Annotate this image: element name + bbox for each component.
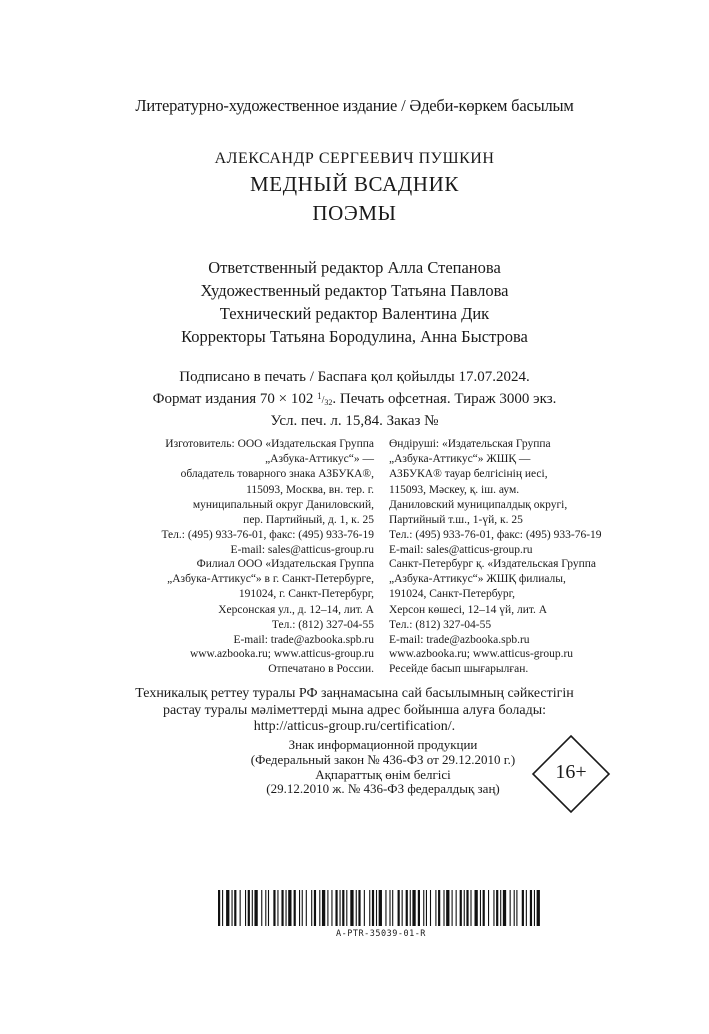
- web-ru-line: Отпечатано в России.: [268, 663, 374, 676]
- barcode-bar: [412, 890, 415, 926]
- info-sign-line: Ақпараттық өнім белгісі: [315, 766, 451, 782]
- barcode-bar: [286, 890, 287, 926]
- barcode-bar: [389, 890, 390, 926]
- branch-kz-line: Тел.: (812) 327-04-55: [389, 618, 492, 631]
- branch-ru-line: Херсонская ул., д. 12–14, лит. А: [218, 603, 374, 616]
- credit-line: Ответственный редактор Алла Степанова: [208, 258, 501, 277]
- barcode-bar: [483, 890, 485, 926]
- barcode-bar: [475, 890, 478, 926]
- barcode-bar: [369, 890, 370, 926]
- barcode-bar: [526, 890, 527, 926]
- barcode-bar: [252, 890, 253, 926]
- barcode-bar: [443, 890, 444, 926]
- manufacturer-ru-line: пер. Партийный, д. 1, к. 25: [243, 514, 374, 527]
- barcode-bar: [261, 890, 262, 926]
- tech-regulation-note: [0, 686, 709, 736]
- branch-ru-line: Тел.: (812) 327-04-55: [271, 618, 374, 631]
- barcode-bar: [265, 890, 266, 926]
- branch-kz-line: 191024, Санкт-Петербург,: [389, 588, 515, 601]
- book-subtitle: ПОЭМЫ: [312, 201, 397, 225]
- barcode-bar: [456, 890, 457, 926]
- barcode-bar: [306, 890, 307, 926]
- barcode-bar: [232, 890, 233, 926]
- barcode-bar: [392, 890, 393, 926]
- age-rating-label: 16+: [555, 761, 587, 783]
- barcode-bar: [376, 890, 377, 926]
- barcode-bar: [426, 890, 427, 926]
- barcode-bar: [294, 890, 296, 926]
- branch-kz-line: Херсон көшесі, 12–14 үй, лит. А: [389, 603, 548, 616]
- branch-ru-line: E-mail: trade@azbooka.spb.ru: [233, 634, 374, 647]
- barcode-bar: [537, 890, 540, 926]
- web-kz-line: Ресейде басып шығарылған.: [389, 663, 529, 676]
- barcode-bar: [446, 890, 449, 926]
- sheets-line: Усл. печ. л. 15,84. Заказ №: [270, 413, 439, 429]
- credit-line: Корректоры Татьяна Бородулина, Анна Быстрова: [181, 327, 528, 346]
- barcode-bar: [418, 890, 420, 926]
- manufacturer-ru-line: Тел.: (495) 933-76-01, факс: (495) 933-76-19: [161, 529, 374, 542]
- barcode-bar: [364, 890, 365, 926]
- barcode-bar: [240, 890, 241, 926]
- barcode-bar: [218, 890, 220, 926]
- barcode-bar: [402, 890, 403, 926]
- manufacturer-ru-line: 115093, Москва, вн. тер. г.: [246, 483, 374, 496]
- age-rating-badge: [531, 734, 611, 814]
- barcode-bar: [356, 890, 357, 926]
- barcode-bar: [277, 890, 278, 926]
- barcode-bar: [423, 890, 424, 926]
- barcode-bar: [350, 890, 353, 926]
- barcode-bar: [314, 890, 316, 926]
- format-numerator: 1: [317, 390, 322, 401]
- barcode-bar: [331, 890, 332, 926]
- manufacturer-kz-line: Тел.: (495) 933-76-01, факс: (495) 933-76-19: [389, 529, 602, 542]
- barcode-bar: [406, 890, 408, 926]
- manufacturer-ru-line: муниципальный округ Даниловский,: [192, 498, 374, 511]
- barcode-bar: [327, 890, 328, 926]
- barcode-bar: [311, 890, 312, 926]
- web-kz-line: www.azbooka.ru; www.atticus-group.ru: [389, 648, 574, 660]
- branch-kz: [389, 557, 596, 648]
- barcode-bar: [281, 890, 283, 926]
- barcode-bar: [503, 890, 506, 926]
- barcode-bar: [480, 890, 481, 926]
- branch-ru: [167, 557, 374, 648]
- barcode-bar: [268, 890, 269, 926]
- manufacturer-kz-line: Даниловский муниципалдық округі,: [389, 498, 568, 511]
- info-sign-line: Знак информационной продукции: [288, 737, 478, 752]
- barcode-bar: [410, 890, 411, 926]
- barcode-bar: [493, 890, 494, 926]
- barcode-bar: [522, 890, 524, 926]
- barcode-bar: [398, 890, 400, 926]
- format-prefix: Формат издания 70 × 102: [152, 390, 314, 407]
- barcode-bar: [222, 890, 223, 926]
- manufacturer-kz: [389, 437, 602, 559]
- barcode-bar: [322, 890, 325, 926]
- branch-ru-line: „Азбука-Аттикус“» в г. Санкт-Петербурге,: [167, 573, 374, 586]
- info-sign-line: (Федеральный закон № 436-ФЗ от 29.12.2010 г.): [250, 751, 516, 767]
- barcode-bar: [342, 890, 344, 926]
- barcode-bar: [288, 890, 291, 926]
- barcode-bar: [346, 890, 347, 926]
- manufacturer-kz-line: „Азбука-Аттикус“» ЖШҚ —: [389, 453, 531, 466]
- branch-kz-line: Санкт-Петербург қ. «Издательская Группа: [389, 558, 596, 570]
- barcode-bar: [254, 890, 257, 926]
- barcode-bar: [496, 890, 498, 926]
- barcode-bar: [435, 890, 436, 926]
- barcode-bar: [340, 890, 341, 926]
- format-fraction: $^1/_{32}$: [317, 390, 333, 407]
- branch-kz-line: „Азбука-Аттикус“» ЖШҚ филиалы,: [389, 573, 566, 586]
- book-title: МЕДНЫЙ ВСАДНИК: [250, 172, 459, 196]
- barcode-bar: [510, 890, 511, 926]
- print-info: [0, 368, 709, 431]
- edition-line: Литературно-художественное издание / Әдеби-көркем басылым: [135, 96, 574, 115]
- manufacturer-kz-line: E-mail: sales@atticus-group.ru: [389, 544, 533, 557]
- barcode-bar: [385, 890, 386, 926]
- barcode-bar: [530, 890, 532, 926]
- web-ru: [190, 647, 374, 677]
- barcode-bar: [299, 890, 300, 926]
- credit-line: Технический редактор Валентина Дик: [219, 304, 490, 323]
- barcode-number: А-PTR-35039-01-R: [336, 929, 426, 939]
- barcode-bar: [245, 890, 246, 926]
- signed-to-print: Подписано в печать / Баспаға қол қойылды 17.07.2024.: [179, 369, 530, 385]
- manufacturer-kz-line: Өндіруші: «Издательская Группа: [389, 438, 551, 450]
- manufacturer-kz-line: Партийный т.ш., 1-үй, к. 25: [389, 514, 523, 527]
- barcode-bar: [430, 890, 431, 926]
- barcode-bar: [514, 890, 515, 926]
- format-suffix: . Печать офсетная. Тираж 3000 экз.: [332, 390, 557, 407]
- barcode-bar: [464, 890, 465, 926]
- manufacturer-ru-line: „Азбука-Аттикус“» —: [265, 453, 374, 466]
- barcode-bar: [335, 890, 337, 926]
- branch-ru-line: 191024, г. Санкт-Петербург,: [238, 588, 374, 601]
- author-name: АЛЕКСАНДР СЕРГЕЕВИЧ ПУШКИН: [214, 150, 495, 167]
- manufacturer-kz-line: 115093, Мәскеу, қ. іш. аум.: [389, 483, 520, 496]
- manufacturer-ru-line: обладатель товарного знака АЗБУКА®,: [180, 468, 374, 481]
- barcode-bar: [452, 890, 453, 926]
- barcode-icon: [216, 890, 546, 934]
- barcode-bar: [438, 890, 440, 926]
- editorial-credits: [0, 256, 709, 348]
- format-line: [0, 387, 709, 413]
- barcode-bar: [500, 890, 501, 926]
- barcode-bar: [273, 890, 275, 926]
- barcode-bar: [488, 890, 489, 926]
- web-ru-line: www.azbooka.ru; www.atticus-group.ru: [189, 648, 374, 660]
- barcode-bar: [466, 890, 468, 926]
- credit-line: Художественный редактор Татьяна Павлова: [200, 281, 509, 300]
- format-denominator: 32: [324, 397, 333, 407]
- info-product-sign: [213, 738, 553, 797]
- barcode-bar: [358, 890, 360, 926]
- barcode-bar: [534, 890, 535, 926]
- barcode-bar: [372, 890, 374, 926]
- manufacturer-ru-line: E-mail: sales@atticus-group.ru: [230, 544, 374, 557]
- tech-reg-line: http://atticus-group.ru/certification/.: [253, 719, 456, 734]
- manufacturer-ru: [161, 437, 374, 559]
- tech-reg-line: растау туралы мәліметтерді мына адрес бойынша алуға болады:: [162, 702, 547, 718]
- tech-reg-line: Техникалық реттеу туралы РФ заңнамасына сай басылымның сәйкестігін: [135, 686, 574, 701]
- barcode-bar: [234, 890, 236, 926]
- branch-ru-line: Филиал ООО «Издательская Группа: [196, 558, 374, 570]
- barcode-bar: [226, 890, 229, 926]
- branch-kz-line: E-mail: trade@azbooka.spb.ru: [389, 634, 530, 647]
- web-kz: [389, 647, 573, 677]
- barcode-bar: [248, 890, 250, 926]
- barcode-bar: [379, 890, 382, 926]
- manufacturer-kz-line: АЗБУКА® тауар белгісінің иесі,: [389, 468, 548, 481]
- barcode-bar: [516, 890, 517, 926]
- info-sign-line: (29.12.2010 ж. № 436-ФЗ федералдық заң): [266, 781, 500, 797]
- barcode-bar: [470, 890, 471, 926]
- barcode-bar: [319, 890, 320, 926]
- barcode-bar: [302, 890, 303, 926]
- barcode-bar: [460, 890, 462, 926]
- manufacturer-ru-line: Изготовитель: ООО «Издательская Группа: [165, 438, 374, 450]
